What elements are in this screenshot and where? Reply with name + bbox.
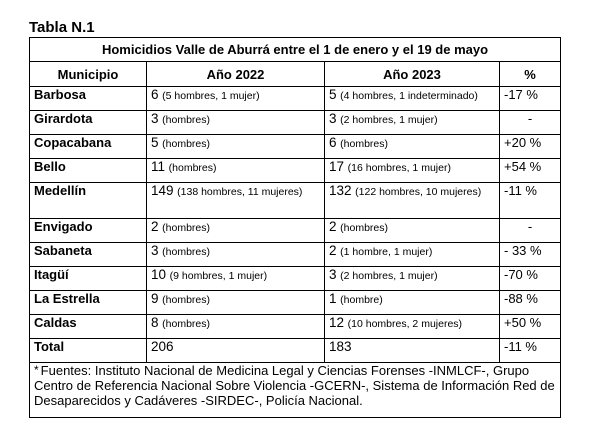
municipio-cell: Total bbox=[30, 339, 147, 363]
year-2022-cell bbox=[147, 111, 325, 135]
count-2022: 11 bbox=[151, 159, 166, 174]
municipio-cell: Caldas bbox=[30, 315, 147, 339]
table-row bbox=[30, 159, 561, 183]
table-row bbox=[30, 111, 561, 135]
detail-2023: (4 hombres, 1 indeterminado) bbox=[340, 90, 478, 102]
count-2022: 9 bbox=[151, 291, 159, 306]
detail-2022: (hombres) bbox=[162, 138, 210, 150]
count-2023: 1 bbox=[329, 291, 337, 306]
year-2022-cell bbox=[147, 183, 325, 219]
count-2022: 149 bbox=[151, 183, 174, 198]
detail-2022: (hombres) bbox=[162, 222, 210, 234]
table-row bbox=[30, 267, 561, 291]
municipio-cell: La Estrella bbox=[30, 291, 147, 315]
detail-2023: (1 hombre, 1 mujer) bbox=[340, 246, 433, 258]
detail-2022: (138 hombres, 11 mujeres) bbox=[177, 186, 303, 198]
municipio-cell: Bello bbox=[30, 159, 147, 183]
table-caption: Tabla N.1 bbox=[29, 19, 95, 36]
year-2023-cell bbox=[325, 87, 500, 111]
count-2022: 8 bbox=[151, 315, 159, 330]
year-2022-cell bbox=[147, 159, 325, 183]
detail-2023: (16 hombres, 1 mujer) bbox=[347, 162, 451, 174]
table-title: Homicidios Valle de Aburrá entre el 1 de enero y el 19 de mayo bbox=[30, 38, 561, 62]
percent-cell: -11 % bbox=[500, 183, 561, 219]
table-row bbox=[30, 243, 561, 267]
percent-cell: -11 % bbox=[500, 339, 561, 363]
year-2023-cell bbox=[325, 267, 500, 291]
year-2023-cell bbox=[325, 183, 500, 219]
table-body bbox=[30, 87, 561, 363]
year-2022-cell bbox=[147, 243, 325, 267]
count-2023: 3 bbox=[329, 111, 337, 126]
detail-2023: (2 hombres, 1 mujer) bbox=[340, 270, 438, 282]
detail-2022: (hombres) bbox=[168, 162, 217, 174]
municipio-cell: Medellín bbox=[30, 183, 147, 219]
count-2022: 2 bbox=[151, 219, 159, 234]
count-2022: 3 bbox=[151, 111, 159, 126]
year-2022-cell bbox=[147, 135, 325, 159]
detail-2023: (hombres) bbox=[340, 222, 388, 234]
detail-2022: (5 hombres, 1 mujer) bbox=[162, 90, 260, 102]
detail-2022: (hombres) bbox=[162, 318, 210, 330]
percent-cell: -17 % bbox=[500, 87, 561, 111]
year-2023-cell bbox=[325, 111, 500, 135]
year-2023-cell bbox=[325, 219, 500, 243]
header-2023: Año 2023 bbox=[325, 62, 500, 87]
detail-2023: (hombres) bbox=[340, 138, 388, 150]
count-2022: 3 bbox=[151, 243, 159, 258]
count-2022: 10 bbox=[151, 267, 167, 282]
footnote bbox=[30, 363, 561, 418]
count-2023: 17 bbox=[329, 159, 345, 174]
homicides-table bbox=[29, 37, 561, 418]
year-2022-cell bbox=[147, 315, 325, 339]
table-row bbox=[30, 183, 561, 219]
count-2023: 2 bbox=[329, 243, 337, 258]
table-row bbox=[30, 339, 561, 363]
percent-cell: +20 % bbox=[500, 135, 561, 159]
percent-cell: - bbox=[500, 219, 561, 243]
percent-cell: - 33 % bbox=[500, 243, 561, 267]
year-2023-cell bbox=[325, 315, 500, 339]
table-row bbox=[30, 87, 561, 111]
detail-2022: (9 hombres, 1 mujer) bbox=[169, 270, 268, 282]
table-row bbox=[30, 315, 561, 339]
municipio-cell: Barbosa bbox=[30, 87, 147, 111]
count-2023: 3 bbox=[329, 267, 337, 282]
year-2023-cell bbox=[325, 339, 500, 363]
count-2023: 5 bbox=[329, 87, 337, 102]
detail-2022: (hombres) bbox=[162, 114, 210, 126]
municipio-cell: Envigado bbox=[30, 219, 147, 243]
header-2022: Año 2022 bbox=[147, 62, 325, 87]
year-2022-cell bbox=[147, 291, 325, 315]
year-2023-cell bbox=[325, 159, 500, 183]
year-2022-cell bbox=[147, 87, 325, 111]
count-2022: 206 bbox=[151, 339, 174, 354]
municipio-cell: Sabaneta bbox=[30, 243, 147, 267]
year-2023-cell bbox=[325, 243, 500, 267]
header-percent: % bbox=[500, 62, 561, 87]
detail-2022: (hombres) bbox=[162, 294, 210, 306]
percent-cell: +54 % bbox=[500, 159, 561, 183]
year-2023-cell bbox=[325, 291, 500, 315]
footnote-text: Fuentes: Instituto Nacional de Medicina Legal y Ciencias Forenses -INMLCF-, Grupo Centro de Referencia Nacional Sobre Violencia -GCERN-, Sistema de Información Red de Desaparecidos y Cadáveres -SIRDEC-, Policía Nacional. bbox=[34, 363, 555, 408]
year-2022-cell bbox=[147, 339, 325, 363]
year-2023-cell bbox=[325, 135, 500, 159]
year-2022-cell bbox=[147, 219, 325, 243]
year-2022-cell bbox=[147, 267, 325, 291]
count-2023: 183 bbox=[329, 339, 352, 354]
count-2023: 2 bbox=[329, 219, 337, 234]
detail-2023: (hombre) bbox=[340, 294, 383, 306]
percent-cell: -70 % bbox=[500, 267, 561, 291]
count-2023: 12 bbox=[329, 315, 345, 330]
municipio-cell: Girardota bbox=[30, 111, 147, 135]
detail-2023: (122 hombres, 10 mujeres) bbox=[355, 186, 482, 198]
municipio-cell: Itagüí bbox=[30, 267, 147, 291]
detail-2023: (10 hombres, 2 mujeres) bbox=[347, 318, 463, 330]
percent-cell: - bbox=[500, 111, 561, 135]
count-2023: 132 bbox=[329, 183, 352, 198]
count-2022: 5 bbox=[151, 135, 159, 150]
header-municipio: Municipio bbox=[30, 62, 147, 87]
percent-cell: -88 % bbox=[500, 291, 561, 315]
detail-2023: (2 hombres, 1 mujer) bbox=[340, 114, 438, 126]
count-2022: 6 bbox=[151, 87, 159, 102]
table-row bbox=[30, 135, 561, 159]
table-row bbox=[30, 219, 561, 243]
municipio-cell: Copacabana bbox=[30, 135, 147, 159]
percent-cell: +50 % bbox=[500, 315, 561, 339]
footnote-marker: * bbox=[34, 363, 39, 377]
table-row bbox=[30, 291, 561, 315]
count-2023: 6 bbox=[329, 135, 337, 150]
detail-2022: (hombres) bbox=[162, 246, 210, 258]
